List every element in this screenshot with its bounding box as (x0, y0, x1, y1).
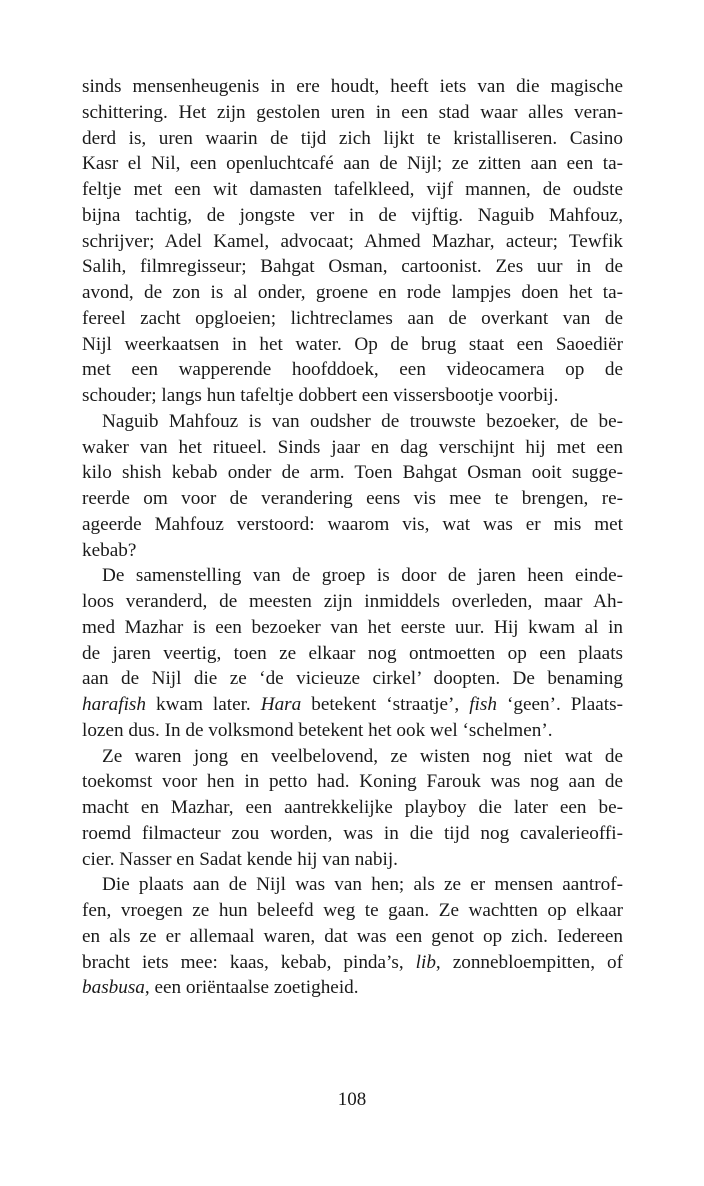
text-segment: , een oriëntaalse zoetigheid. (144, 977, 359, 999)
italic-term: harafish (82, 694, 146, 715)
text-segment: betekent ‘straatje’, (301, 694, 470, 715)
text-segment: , zonnebloempitten, of (435, 951, 623, 973)
text-segment: kwam later. (145, 694, 261, 715)
text-line: cier. Nasser en Sadat kende hij van nabij. (82, 848, 398, 870)
italic-term: lib (415, 951, 436, 973)
text-line: roemd filmacteur zou worden, was in die tijd nog cavalerieoffi- (82, 822, 623, 844)
text-line: Salih, filmregisseur; Bahgat Osman, cartoonist. Zes uur in de (82, 256, 623, 278)
text-line-rich (82, 692, 623, 718)
italic-term: basbusa (82, 977, 145, 999)
text-line: Ze waren jong en veelbelovend, ze wisten nog niet wat de (102, 745, 623, 767)
text-line: de jaren veertig, toen ze elkaar nog ontmoetten op een plaats (82, 642, 623, 664)
paragraph (82, 872, 623, 1001)
text-line: avond, de zon is al onder, groene en rode lampjes doen het ta- (82, 282, 623, 303)
text-line: kilo shish kebab onder de arm. Toen Bahgat Osman ooit sugge- (82, 462, 623, 484)
text-line: schrijver; Adel Kamel, advocaat; Ahmed Mazhar, acteur; Tewfik (82, 230, 623, 252)
text-line: De samenstelling van de groep is door de jaren heen einde- (102, 565, 623, 587)
text-line: aan de Nijl die ze ‘de vicieuze cirkel’ doopten. De benaming (82, 668, 623, 690)
text-line: fereel zacht opgloeien; lichtreclames aan de overkant van de (82, 307, 623, 329)
italic-term: fish (469, 694, 497, 715)
text-segment: ‘geen’. Plaats- (496, 694, 623, 715)
text-line: loos veranderd, de meesten zijn inmiddels overleden, maar Ah- (82, 591, 623, 612)
text-line: Naguib Mahfouz is van oudsher de trouwste bezoeker, de be- (102, 410, 623, 432)
book-page-text (82, 74, 623, 1001)
text-line: macht en Mazhar, een aantrekkelijke playboy die later een be- (82, 797, 623, 818)
text-line: schouder; langs hun tafeltje dobbert een vissersbootje voorbij. (82, 385, 559, 406)
text-line: ageerde Mahfouz verstoord: waarom vis, wat was er mis met (82, 513, 623, 535)
text-line: Nijl weerkaatsen in het water. Op de brug staat een Saoediër (82, 333, 623, 355)
paragraph (82, 744, 623, 873)
paragraph (82, 74, 623, 409)
text-line: Die plaats aan de Nijl was van hen; als ze er mensen aantrof- (102, 874, 623, 896)
text-line: met een wapperende hoofddoek, een videocamera op de (82, 359, 623, 381)
text-line: derd is, uren waarin de tijd zich lijkt te kristalliseren. Casino (82, 127, 623, 149)
text-line: lozen dus. In de volksmond betekent het ook wel ‘schelmen’. (82, 719, 553, 741)
text-line: waker van het ritueel. Sinds jaar en dag verschijnt hij met een (82, 436, 623, 458)
text-line: bijna tachtig, de jongste ver in de vijftig. Naguib Mahfouz, (82, 204, 623, 226)
text-line: sinds mensenheugenis in ere houdt, heeft iets van die magische (82, 76, 623, 97)
paragraph (82, 563, 623, 743)
italic-term: Hara (260, 694, 302, 715)
text-line: Kasr el Nil, een openluchtcafé aan de Nijl; ze zitten aan een ta- (82, 153, 623, 175)
page-number: 108 (337, 1089, 367, 1110)
text-line: kebab? (82, 539, 137, 561)
text-line: reerde om voor de verandering eens vis mee te brengen, re- (82, 488, 623, 509)
text-line: feltje met een wit damasten tafelkleed, vijf mannen, de oudste (82, 179, 623, 200)
text-line: fen, vroegen ze hun beleefd weg te gaan. Ze wachtten op elkaar (82, 900, 623, 921)
text-line-rich (82, 950, 623, 976)
text-line: toekomst voor hen in petto had. Koning Farouk was nog aan de (82, 771, 623, 793)
text-line: schittering. Het zijn gestolen uren in een stad waar alles veran- (82, 101, 623, 123)
text-line: en als ze er allemaal waren, dat was een genot op zich. Iedereen (82, 925, 623, 947)
text-segment: bracht iets mee: kaas, kebab, pinda’s, (82, 951, 416, 973)
text-line: med Mazhar is een bezoeker van het eerste uur. Hij kwam al in (82, 616, 623, 638)
text-line-rich (82, 975, 623, 1001)
paragraph (82, 409, 623, 564)
